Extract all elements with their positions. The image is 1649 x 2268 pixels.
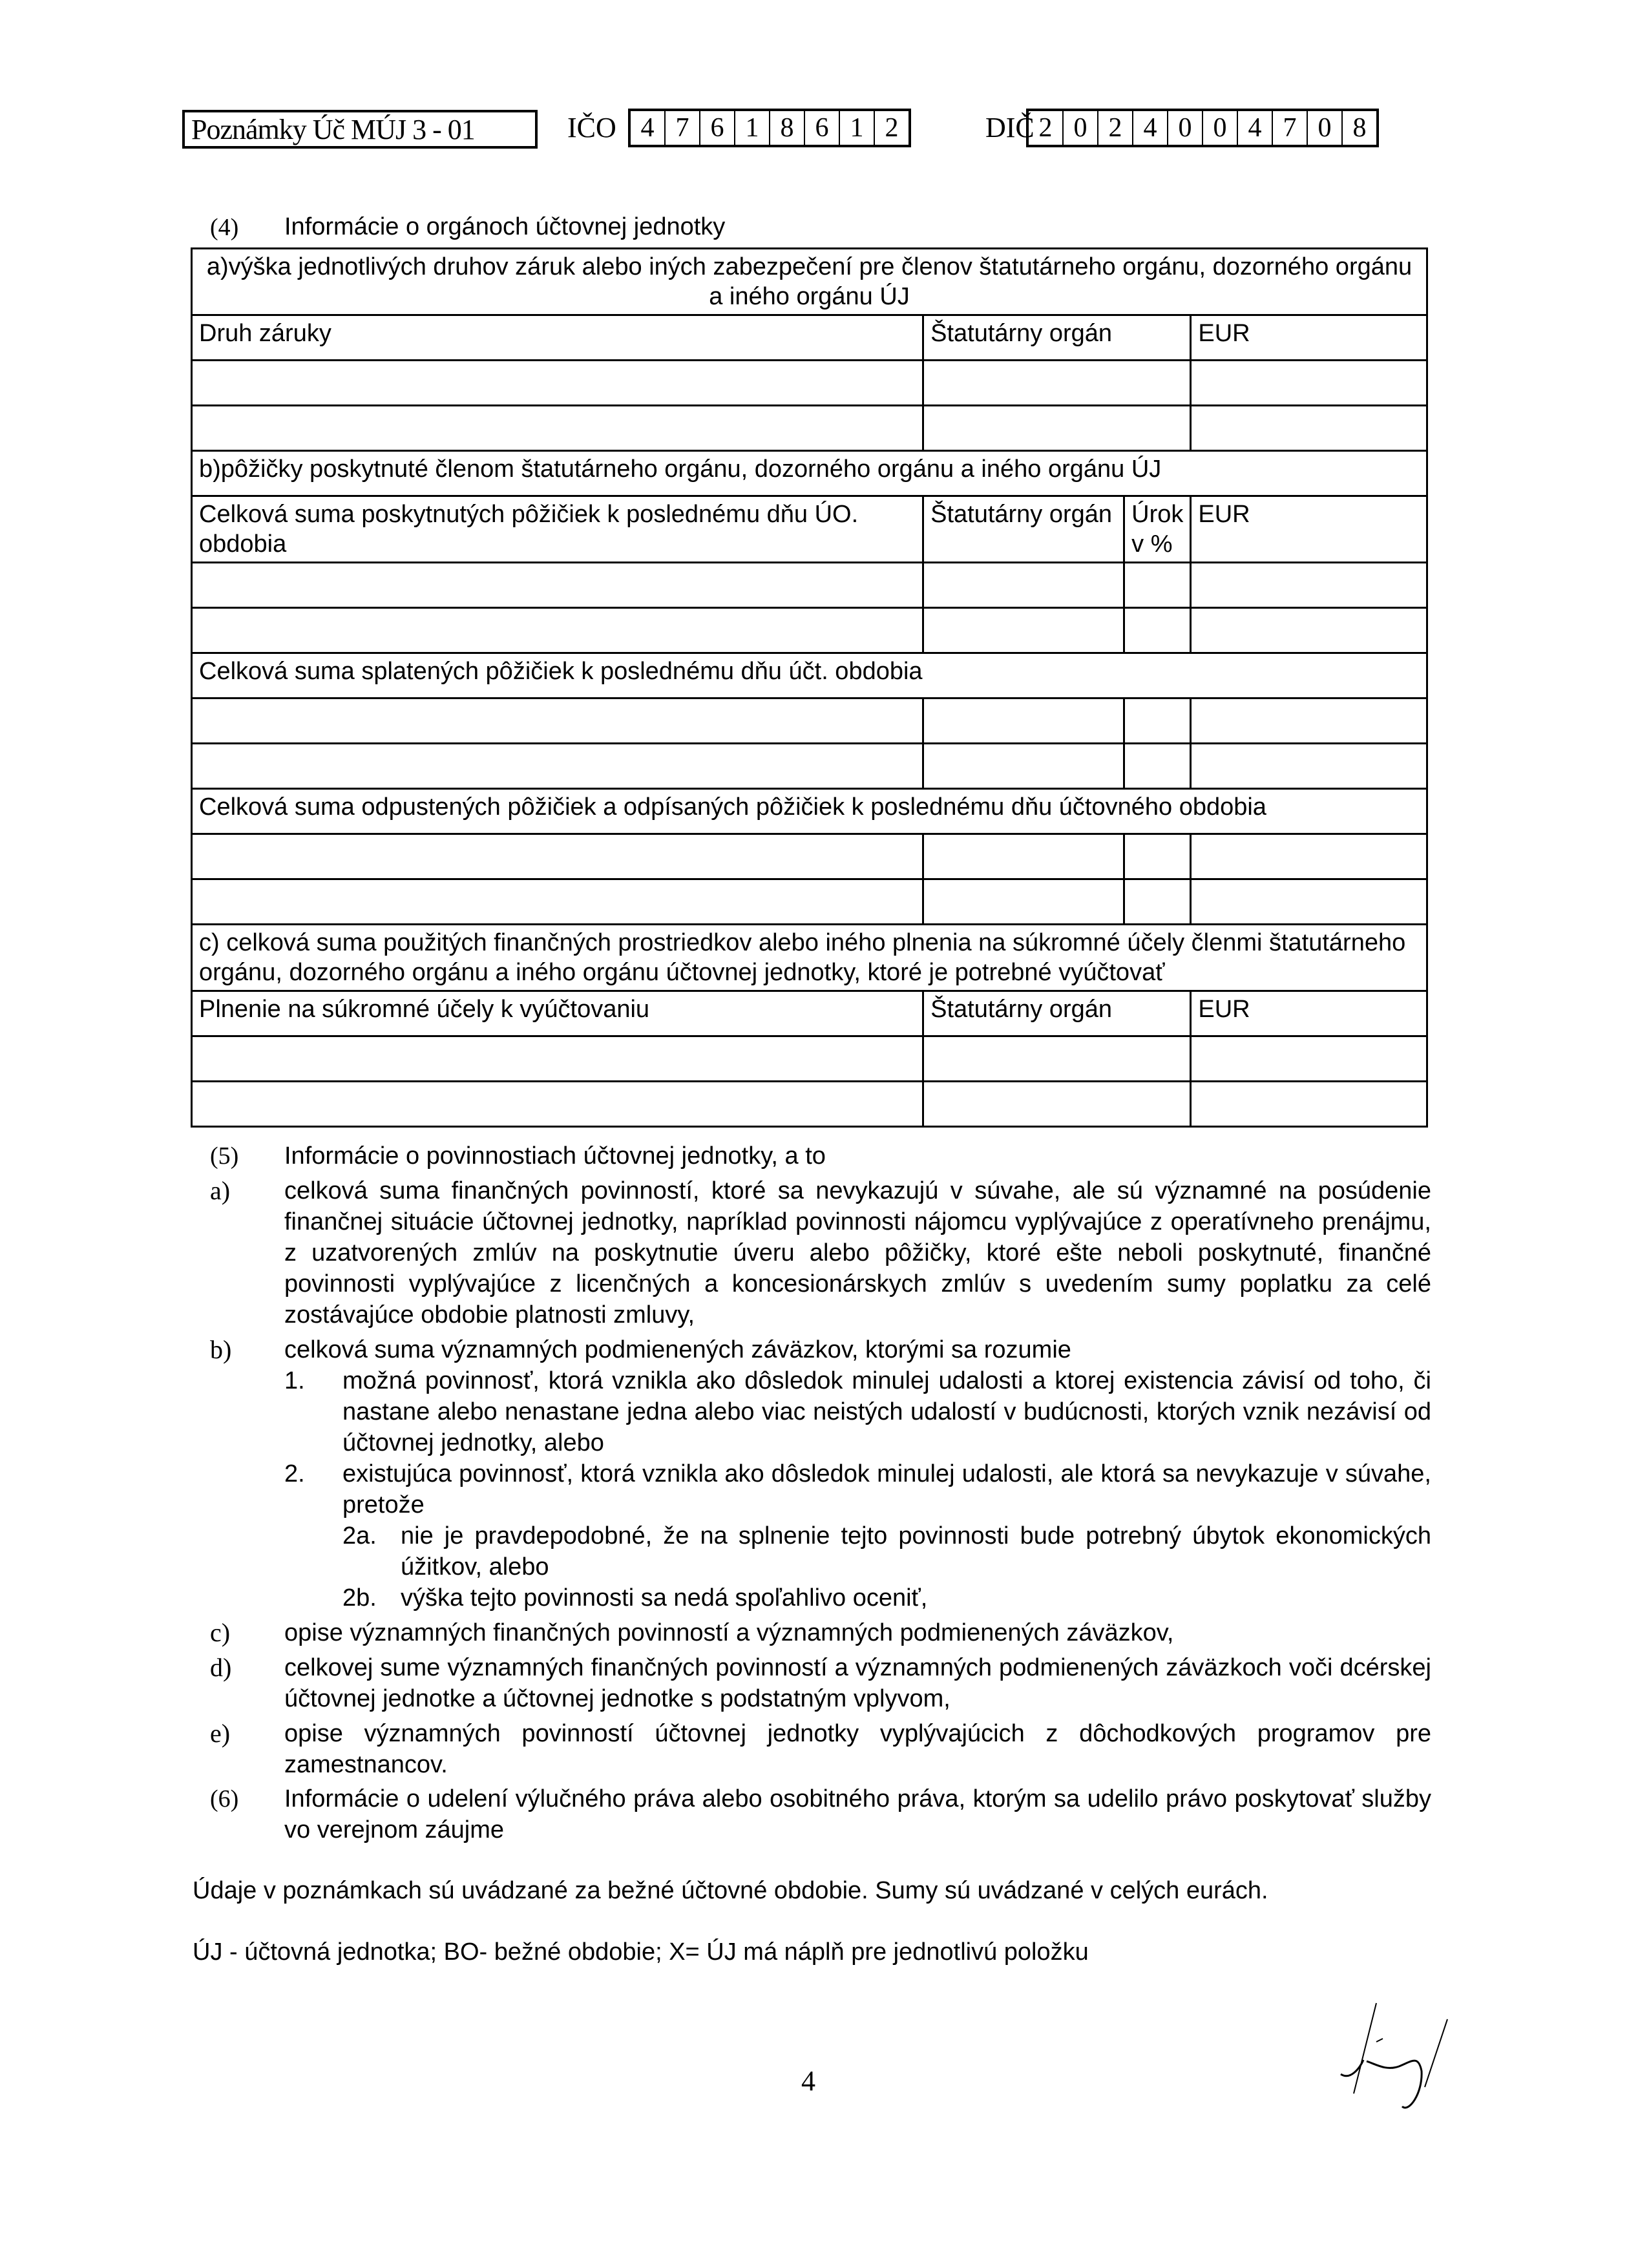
ico-digit: 8 [770,111,805,145]
table-cell[interactable] [1124,563,1191,608]
sub-sub-item-text: výška tejto povinnosti sa nedá spoľahlivo oceniť, [401,1584,928,1612]
table-row [192,563,1427,608]
item-letter: e) [210,1719,231,1748]
table-cell[interactable] [1191,744,1427,789]
list-item [210,1175,1431,1330]
ico-digit: 6 [805,111,840,145]
table-cell[interactable] [1191,834,1427,879]
form-title: Poznámky Úč MÚJ 3 - 01 [182,110,538,149]
ico-digit: 1 [735,111,770,145]
ico-digit: 2 [885,113,899,143]
table-cell[interactable] [923,834,1124,879]
table-row [192,1082,1427,1127]
column-header: Plnenie na súkromné účely k vyúčtovaniu [192,991,923,1036]
section-6 [210,1783,1431,1845]
item-text: celkovej sume významných finančných povinností a významných podmienených záväzkoch voči dcérskej účtovnej jednotke a účtovnej jednotke s podstatným vplyvom, [284,1654,1431,1712]
table-cell[interactable] [923,744,1124,789]
table-cell[interactable] [1191,361,1427,406]
table-cell[interactable] [1191,879,1427,925]
section-5 [210,1140,1431,1780]
dic-digit: 2 [1098,111,1133,145]
column-header: EUR [1191,991,1427,1036]
table-cell[interactable] [192,744,923,789]
table-cell[interactable] [923,608,1124,653]
dic-digit: 7 [1273,111,1308,145]
column-header: EUR [1191,315,1427,361]
dic-digit: 0 [1308,111,1343,145]
table-cell[interactable] [1191,608,1427,653]
repaid-loans-title: Celková suma splatených pôžičiek k poslednému dňu účt. obdobia [192,653,1427,698]
list-item [210,1718,1431,1780]
part-a-title: a)výška jednotlivých druhov záruk alebo iných zabezpečení pre členov štatutárneho orgánu, dozorného orgánu a iného orgánu ÚJ [192,249,1427,315]
column-header: Štatutárny orgán [923,315,1191,361]
table-cell[interactable] [1191,563,1427,608]
governing-bodies-table [191,247,1428,1128]
item-letter: c) [210,1618,231,1647]
ico-digit-boxes [628,109,911,147]
column-header: Celková suma poskytnutých pôžičiek k poslednému dňu ÚO. obdobia [192,496,923,563]
sub-item-number: 1. [284,1367,305,1394]
sub-sub-item-text: nie je pravdepodobné, že na splnenie tejto povinnosti bude potrebný úbytok ekonomických úžitkov, alebo [401,1522,1431,1580]
note-abbreviations: ÚJ - účtovná jednotka; BO- bežné obdobie; X= ÚJ má náplň pre jednotlivú položku [193,1938,1089,1966]
table-cell[interactable] [1124,879,1191,925]
sub-item-number: 2. [284,1460,305,1487]
table-cell[interactable] [1191,1082,1427,1127]
column-header: Úrok v % [1124,496,1191,563]
signature-icon [1338,1990,1486,2119]
item-text: celková suma finančných povinností, ktoré sa nevykazujú v súvahe, ale sú významné na posúdenie finančnej situácie účtovnej jednotky, napríklad povinnosti nájomcu vyplývajúce z operatívneho prenájmu, z uzatvorených zmlúv na poskytnutie úveru alebo pôžičky, ktoré ešte neboli poskytnuté, finančné povinnosti vyplývajúce z licenčných a koncesionárskych zmlúv s uvedením sumy poplatku za celé zostávajúce obdobie platnosti zmluvy, [284,1177,1431,1328]
table-cell[interactable] [923,1082,1191,1127]
item-letter: a) [210,1176,231,1205]
column-header: Štatutárny orgán [923,496,1124,563]
table-cell[interactable] [923,879,1124,925]
sub-sub-item-number: 2a. [342,1522,377,1549]
column-header: Druh záruky [192,315,923,361]
list-item [210,1617,1431,1648]
dic-digit: 4 [1238,111,1273,145]
section-5-heading [210,1140,1431,1171]
table-row [192,698,1427,744]
sub-item-text: možná povinnosť, ktorá vznikla ako dôsledok minulej udalosti a ktorej existencia závisí od toho, či nastane alebo nenastane jedna alebo viac neistých udalostí v budúcnosti, ktorých vznik nezávisí od účtovnej jednotky, alebo [342,1367,1431,1456]
table-row [192,1036,1427,1082]
sub-sub-item [342,1520,1431,1582]
forgiven-loans-title: Celková suma odpustených pôžičiek a odpísaných pôžičiek k poslednému dňu účtovného obdobia [192,789,1427,834]
dic-digit: 2 [1029,111,1064,145]
item-text: opise významných povinností účtovnej jednotky vyplývajúcich z dôchodkových programov pre zamestnancov. [284,1720,1431,1778]
dic-digit-boxes [1026,109,1379,147]
table-cell[interactable] [192,608,923,653]
table-cell[interactable] [923,698,1124,744]
table-cell[interactable] [923,361,1191,406]
list-item [210,1334,1431,1613]
section-4-heading [210,213,725,242]
section-number: (6) [210,1785,239,1812]
table-cell[interactable] [192,1036,923,1082]
table-cell[interactable] [1191,698,1427,744]
list-item [210,1652,1431,1714]
column-header: Štatutárny orgán [923,991,1191,1036]
column-header: EUR [1191,496,1427,563]
item-text: opise významných finančných povinností a významných podmienených záväzkov, [284,1619,1174,1646]
section-title: Informácie o povinnostiach účtovnej jednotky, a to [284,1142,826,1170]
sub-sub-item-number: 2b. [342,1584,377,1612]
table-cell[interactable] [1124,744,1191,789]
table-cell[interactable] [1191,1036,1427,1082]
ico-digit: 1 [840,111,875,145]
ico-digit: 4 [631,111,666,145]
item-letter: d) [210,1653,232,1682]
table-cell[interactable] [192,1082,923,1127]
sub-item [284,1458,1431,1613]
dic-label: DIČ [985,112,1035,143]
page-number: 4 [801,2065,815,2097]
table-row [192,406,1427,451]
table-row [192,879,1427,925]
dic-digit: 0 [1064,111,1098,145]
section-number: (4) [210,214,239,241]
table-cell[interactable] [192,834,923,879]
table-cell[interactable] [192,361,923,406]
item-text: celková suma významných podmienených záväzkov, ktorými sa rozumie [284,1336,1071,1363]
dic-digit: 4 [1133,111,1168,145]
part-c-title: c) celková suma použitých finančných prostriedkov alebo iného plnenia na súkromné účely členmi štatutárneho orgánu, dozorného orgánu a iného orgánu účtovnej jednotky, ktoré je potrebné vyúčtovať [192,925,1427,991]
item-letter: b) [210,1335,232,1364]
dic-digit: 8 [1352,113,1367,143]
dic-digit: 0 [1203,111,1238,145]
table-cell[interactable] [923,1036,1191,1082]
table-cell[interactable] [1124,698,1191,744]
table-cell[interactable] [1124,834,1191,879]
part-b-title: b)pôžičky poskytnuté členom štatutárneho orgánu, dozorného orgánu a iného orgánu ÚJ [192,451,1427,496]
ico-label: IČO [567,112,616,143]
sub-item-text: existujúca povinnosť, ktorá vznikla ako dôsledok minulej udalosti, ale ktorá sa nevykazuje v súvahe, pretože [342,1460,1431,1518]
ico-digit: 6 [700,111,735,145]
table-cell[interactable] [192,563,923,608]
sub-item [284,1365,1431,1458]
table-cell[interactable] [192,698,923,744]
table-row [192,834,1427,879]
section-6-text: Informácie o udelení výlučného práva alebo osobitného práva, ktorým sa udelilo právo poskytovať služby vo verejnom záujme [284,1785,1431,1843]
table-cell[interactable] [1191,406,1427,451]
table-cell[interactable] [1124,608,1191,653]
sub-sub-item [342,1582,1431,1613]
note-amounts: Údaje v poznámkach sú uvádzané za bežné účtovné obdobie. Sumy sú uvádzané v celých eurách. [193,1877,1268,1904]
table-cell[interactable] [923,563,1124,608]
table-cell[interactable] [923,406,1191,451]
table-row [192,744,1427,789]
dic-digit: 0 [1168,111,1203,145]
table-cell[interactable] [192,879,923,925]
table-row [192,361,1427,406]
form-header [182,109,538,150]
table-row [192,608,1427,653]
table-cell[interactable] [192,406,923,451]
section-number: (5) [210,1142,239,1170]
ico-digit: 7 [666,111,700,145]
section-title: Informácie o orgánoch účtovnej jednotky [284,213,726,240]
